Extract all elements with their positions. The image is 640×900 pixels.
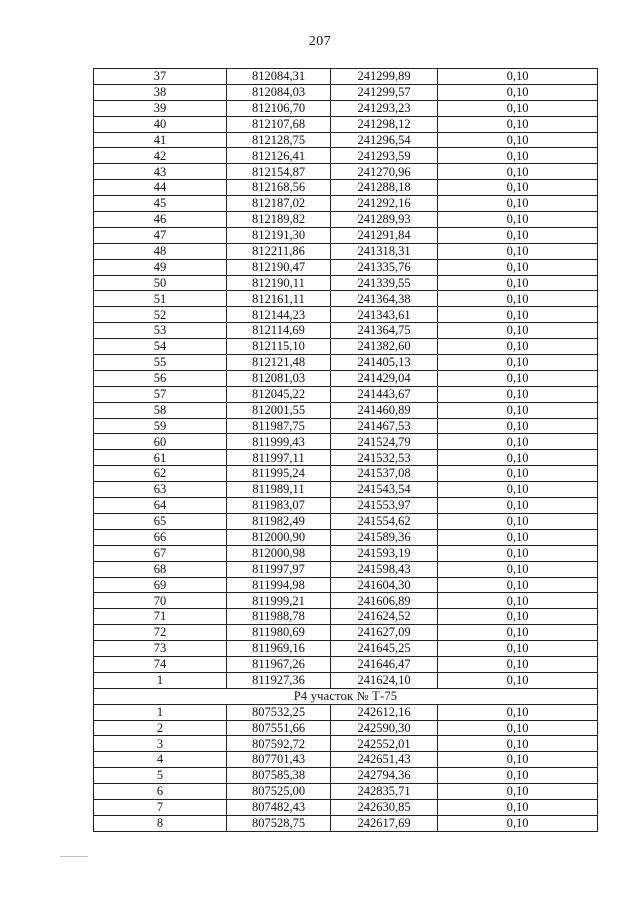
point-number-cell: 69	[94, 577, 227, 593]
y-coordinate-cell: 241627,09	[331, 625, 438, 641]
x-coordinate-cell: 811987,75	[227, 418, 331, 434]
y-coordinate-cell: 241339,55	[331, 275, 438, 291]
point-number-cell: 54	[94, 339, 227, 355]
point-number-cell: 66	[94, 529, 227, 545]
accuracy-cell: 0,10	[438, 323, 598, 339]
y-coordinate-cell: 241537,08	[331, 466, 438, 482]
x-coordinate-cell: 812191,30	[227, 227, 331, 243]
point-number-cell: 42	[94, 148, 227, 164]
accuracy-cell: 0,10	[438, 434, 598, 450]
table-row	[94, 593, 598, 609]
accuracy-cell: 0,10	[438, 116, 598, 132]
y-coordinate-cell: 241299,89	[331, 69, 438, 85]
table-row	[94, 355, 598, 371]
accuracy-cell: 0,10	[438, 641, 598, 657]
x-coordinate-cell: 812000,98	[227, 545, 331, 561]
x-coordinate-cell: 807585,38	[227, 768, 331, 784]
table-row	[94, 482, 598, 498]
x-coordinate-cell: 807482,43	[227, 799, 331, 815]
accuracy-cell: 0,10	[438, 672, 598, 688]
point-number-cell: 37	[94, 69, 227, 85]
point-number-cell: 74	[94, 656, 227, 672]
x-coordinate-cell: 812187,02	[227, 196, 331, 212]
x-coordinate-cell: 812190,47	[227, 259, 331, 275]
accuracy-cell: 0,10	[438, 180, 598, 196]
accuracy-cell: 0,10	[438, 529, 598, 545]
x-coordinate-cell: 811980,69	[227, 625, 331, 641]
table-row	[94, 116, 598, 132]
table-row	[94, 84, 598, 100]
point-number-cell: 58	[94, 402, 227, 418]
accuracy-cell: 0,10	[438, 243, 598, 259]
table-row	[94, 164, 598, 180]
table-row	[94, 370, 598, 386]
table-row	[94, 561, 598, 577]
point-number-cell: 1	[94, 672, 227, 688]
accuracy-cell: 0,10	[438, 355, 598, 371]
x-coordinate-cell: 812045,22	[227, 386, 331, 402]
point-number-cell: 4	[94, 752, 227, 768]
y-coordinate-cell: 241467,53	[331, 418, 438, 434]
x-coordinate-cell: 807592,72	[227, 736, 331, 752]
point-number-cell: 43	[94, 164, 227, 180]
accuracy-cell: 0,10	[438, 418, 598, 434]
table-row	[94, 275, 598, 291]
table-row	[94, 625, 598, 641]
x-coordinate-cell: 811995,24	[227, 466, 331, 482]
x-coordinate-cell: 811927,36	[227, 672, 331, 688]
y-coordinate-cell: 241293,59	[331, 148, 438, 164]
x-coordinate-cell: 807532,25	[227, 704, 331, 720]
table-row	[94, 545, 598, 561]
accuracy-cell: 0,10	[438, 164, 598, 180]
accuracy-cell: 0,10	[438, 545, 598, 561]
x-coordinate-cell: 812001,55	[227, 402, 331, 418]
x-coordinate-cell: 811997,11	[227, 450, 331, 466]
accuracy-cell: 0,10	[438, 386, 598, 402]
accuracy-cell: 0,10	[438, 704, 598, 720]
point-number-cell: 47	[94, 227, 227, 243]
point-number-cell: 40	[94, 116, 227, 132]
scan-mark	[60, 856, 88, 857]
accuracy-cell: 0,10	[438, 450, 598, 466]
x-coordinate-cell: 811994,98	[227, 577, 331, 593]
table-row	[94, 212, 598, 228]
point-number-cell: 65	[94, 513, 227, 529]
point-number-cell: 64	[94, 498, 227, 514]
x-coordinate-cell: 812114,69	[227, 323, 331, 339]
y-coordinate-cell: 242794,36	[331, 768, 438, 784]
x-coordinate-cell: 812128,75	[227, 132, 331, 148]
y-coordinate-cell: 241382,60	[331, 339, 438, 355]
point-number-cell: 50	[94, 275, 227, 291]
table-row	[94, 132, 598, 148]
y-coordinate-cell: 241270,96	[331, 164, 438, 180]
point-number-cell: 59	[94, 418, 227, 434]
point-number-cell: 72	[94, 625, 227, 641]
point-number-cell: 62	[94, 466, 227, 482]
accuracy-cell: 0,10	[438, 784, 598, 800]
table-row	[94, 784, 598, 800]
table-row	[94, 815, 598, 831]
accuracy-cell: 0,10	[438, 69, 598, 85]
y-coordinate-cell: 241532,53	[331, 450, 438, 466]
accuracy-cell: 0,10	[438, 561, 598, 577]
point-number-cell: 57	[94, 386, 227, 402]
x-coordinate-cell: 812106,70	[227, 100, 331, 116]
accuracy-cell: 0,10	[438, 513, 598, 529]
y-coordinate-cell: 242552,01	[331, 736, 438, 752]
coordinates-table-body	[94, 69, 598, 832]
x-coordinate-cell: 811982,49	[227, 513, 331, 529]
y-coordinate-cell: 241291,84	[331, 227, 438, 243]
y-coordinate-cell: 241318,31	[331, 243, 438, 259]
x-coordinate-cell: 807701,43	[227, 752, 331, 768]
accuracy-cell: 0,10	[438, 593, 598, 609]
point-number-cell: 38	[94, 84, 227, 100]
point-number-cell: 7	[94, 799, 227, 815]
y-coordinate-cell: 241598,43	[331, 561, 438, 577]
x-coordinate-cell: 812154,87	[227, 164, 331, 180]
table-row	[94, 799, 598, 815]
x-coordinate-cell: 812189,82	[227, 212, 331, 228]
accuracy-cell: 0,10	[438, 482, 598, 498]
point-number-cell: 70	[94, 593, 227, 609]
point-number-cell: 60	[94, 434, 227, 450]
accuracy-cell: 0,10	[438, 815, 598, 831]
accuracy-cell: 0,10	[438, 259, 598, 275]
table-row	[94, 402, 598, 418]
x-coordinate-cell: 811969,16	[227, 641, 331, 657]
table-row	[94, 434, 598, 450]
table-row	[94, 672, 598, 688]
x-coordinate-cell: 811999,43	[227, 434, 331, 450]
table-row	[94, 720, 598, 736]
table-row	[94, 418, 598, 434]
accuracy-cell: 0,10	[438, 196, 598, 212]
point-number-cell: 53	[94, 323, 227, 339]
x-coordinate-cell: 807525,00	[227, 784, 331, 800]
y-coordinate-cell: 241646,47	[331, 656, 438, 672]
page-number: 207	[308, 34, 332, 49]
x-coordinate-cell: 812144,23	[227, 307, 331, 323]
accuracy-cell: 0,10	[438, 291, 598, 307]
accuracy-cell: 0,10	[438, 498, 598, 514]
accuracy-cell: 0,10	[438, 84, 598, 100]
accuracy-cell: 0,10	[438, 132, 598, 148]
accuracy-cell: 0,10	[438, 577, 598, 593]
accuracy-cell: 0,10	[438, 275, 598, 291]
table-row	[94, 180, 598, 196]
x-coordinate-cell: 812190,11	[227, 275, 331, 291]
point-number-cell: 3	[94, 736, 227, 752]
accuracy-cell: 0,10	[438, 100, 598, 116]
y-coordinate-cell: 241460,89	[331, 402, 438, 418]
y-coordinate-cell: 241543,54	[331, 482, 438, 498]
accuracy-cell: 0,10	[438, 720, 598, 736]
table-row	[94, 609, 598, 625]
x-coordinate-cell: 811967,26	[227, 656, 331, 672]
accuracy-cell: 0,10	[438, 227, 598, 243]
point-number-cell: 49	[94, 259, 227, 275]
x-coordinate-cell: 812084,31	[227, 69, 331, 85]
coordinates-table	[93, 68, 598, 832]
table-row	[94, 656, 598, 672]
table-row	[94, 323, 598, 339]
table-row	[94, 736, 598, 752]
y-coordinate-cell: 241443,67	[331, 386, 438, 402]
table-row	[94, 148, 598, 164]
accuracy-cell: 0,10	[438, 370, 598, 386]
y-coordinate-cell: 241405,13	[331, 355, 438, 371]
point-number-cell: 1	[94, 704, 227, 720]
accuracy-cell: 0,10	[438, 768, 598, 784]
table-row	[94, 339, 598, 355]
table-row	[94, 100, 598, 116]
point-number-cell: 41	[94, 132, 227, 148]
y-coordinate-cell: 241624,52	[331, 609, 438, 625]
y-coordinate-cell: 241335,76	[331, 259, 438, 275]
table-row	[94, 513, 598, 529]
point-number-cell: 39	[94, 100, 227, 116]
point-number-cell: 8	[94, 815, 227, 831]
accuracy-cell: 0,10	[438, 752, 598, 768]
table-row	[94, 243, 598, 259]
y-coordinate-cell: 242835,71	[331, 784, 438, 800]
table-row	[94, 450, 598, 466]
x-coordinate-cell: 807528,75	[227, 815, 331, 831]
y-coordinate-cell: 241524,79	[331, 434, 438, 450]
x-coordinate-cell: 811989,11	[227, 482, 331, 498]
y-coordinate-cell: 241299,57	[331, 84, 438, 100]
point-number-cell: 63	[94, 482, 227, 498]
point-number-cell: 5	[94, 768, 227, 784]
y-coordinate-cell: 242612,16	[331, 704, 438, 720]
table-row	[94, 768, 598, 784]
table-row	[94, 498, 598, 514]
x-coordinate-cell: 807551,66	[227, 720, 331, 736]
accuracy-cell: 0,10	[438, 339, 598, 355]
point-number-cell: 61	[94, 450, 227, 466]
y-coordinate-cell: 241645,25	[331, 641, 438, 657]
y-coordinate-cell: 241289,93	[331, 212, 438, 228]
table-row	[94, 704, 598, 720]
x-coordinate-cell: 812084,03	[227, 84, 331, 100]
point-number-cell: 51	[94, 291, 227, 307]
section-title: Р4 участок № Т-75	[94, 688, 598, 704]
x-coordinate-cell: 811997,97	[227, 561, 331, 577]
point-number-cell: 55	[94, 355, 227, 371]
table-row	[94, 196, 598, 212]
table-row	[94, 577, 598, 593]
accuracy-cell: 0,10	[438, 212, 598, 228]
y-coordinate-cell: 242651,43	[331, 752, 438, 768]
table-row	[94, 752, 598, 768]
y-coordinate-cell: 241553,97	[331, 498, 438, 514]
point-number-cell: 44	[94, 180, 227, 196]
point-number-cell: 73	[94, 641, 227, 657]
table-row	[94, 641, 598, 657]
y-coordinate-cell: 241589,36	[331, 529, 438, 545]
point-number-cell: 48	[94, 243, 227, 259]
x-coordinate-cell: 811999,21	[227, 593, 331, 609]
y-coordinate-cell: 241604,30	[331, 577, 438, 593]
point-number-cell: 45	[94, 196, 227, 212]
accuracy-cell: 0,10	[438, 656, 598, 672]
table-row	[94, 529, 598, 545]
y-coordinate-cell: 241364,75	[331, 323, 438, 339]
y-coordinate-cell: 241298,12	[331, 116, 438, 132]
table-row	[94, 227, 598, 243]
point-number-cell: 68	[94, 561, 227, 577]
y-coordinate-cell: 241593,19	[331, 545, 438, 561]
y-coordinate-cell: 241292,16	[331, 196, 438, 212]
accuracy-cell: 0,10	[438, 736, 598, 752]
x-coordinate-cell: 812168,56	[227, 180, 331, 196]
accuracy-cell: 0,10	[438, 307, 598, 323]
x-coordinate-cell: 812161,11	[227, 291, 331, 307]
point-number-cell: 67	[94, 545, 227, 561]
x-coordinate-cell: 811983,07	[227, 498, 331, 514]
x-coordinate-cell: 812211,86	[227, 243, 331, 259]
table-row	[94, 466, 598, 482]
accuracy-cell: 0,10	[438, 402, 598, 418]
x-coordinate-cell: 812115,10	[227, 339, 331, 355]
point-number-cell: 56	[94, 370, 227, 386]
y-coordinate-cell: 241606,89	[331, 593, 438, 609]
point-number-cell: 46	[94, 212, 227, 228]
x-coordinate-cell: 812126,41	[227, 148, 331, 164]
table-row	[94, 307, 598, 323]
table-row	[94, 259, 598, 275]
x-coordinate-cell: 812000,90	[227, 529, 331, 545]
table-row	[94, 386, 598, 402]
x-coordinate-cell: 812107,68	[227, 116, 331, 132]
y-coordinate-cell: 242590,30	[331, 720, 438, 736]
section-header-row	[94, 688, 598, 704]
table-row	[94, 69, 598, 85]
y-coordinate-cell: 241624,10	[331, 672, 438, 688]
y-coordinate-cell: 241343,61	[331, 307, 438, 323]
y-coordinate-cell: 242630,85	[331, 799, 438, 815]
y-coordinate-cell: 241554,62	[331, 513, 438, 529]
x-coordinate-cell: 812081,03	[227, 370, 331, 386]
y-coordinate-cell: 241293,23	[331, 100, 438, 116]
x-coordinate-cell: 811988,78	[227, 609, 331, 625]
point-number-cell: 2	[94, 720, 227, 736]
accuracy-cell: 0,10	[438, 466, 598, 482]
accuracy-cell: 0,10	[438, 148, 598, 164]
y-coordinate-cell: 242617,69	[331, 815, 438, 831]
accuracy-cell: 0,10	[438, 609, 598, 625]
table-row	[94, 291, 598, 307]
point-number-cell: 71	[94, 609, 227, 625]
accuracy-cell: 0,10	[438, 625, 598, 641]
y-coordinate-cell: 241288,18	[331, 180, 438, 196]
y-coordinate-cell: 241364,38	[331, 291, 438, 307]
x-coordinate-cell: 812121,48	[227, 355, 331, 371]
point-number-cell: 6	[94, 784, 227, 800]
accuracy-cell: 0,10	[438, 799, 598, 815]
y-coordinate-cell: 241296,54	[331, 132, 438, 148]
y-coordinate-cell: 241429,04	[331, 370, 438, 386]
point-number-cell: 52	[94, 307, 227, 323]
